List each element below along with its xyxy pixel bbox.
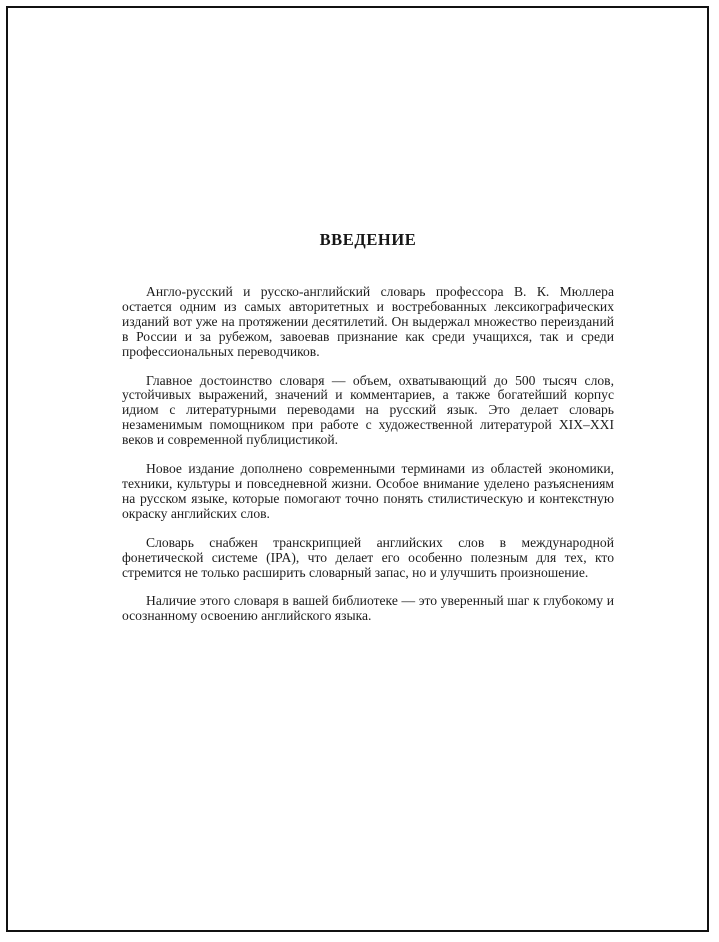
- page-title: ВВЕДЕНИЕ: [319, 230, 417, 249]
- paragraph: Наличие этого словаря в вашей библиотеке — это уверенный шаг к глубокому и осознанному освоению английского языка.: [122, 593, 614, 624]
- paragraph: Англо-русский и русско-английский словарь профессора В. К. Мюллера остается одним из самых авторитетных и востребованных лексикографических изданий вот уже на протяжении десятилетий. Он выдержал множество переизданий в России и за рубежом, завоевав признание как среди учащихся, так и среди профессиональных переводчиков.: [122, 284, 614, 359]
- page-border: [6, 6, 709, 932]
- paragraph: Главное достоинство словаря — объем, охватывающий до 500 тысяч слов, устойчивых выражений, значений и комментариев, а также богатейший корпус идиом с литературными переводами на русский язык. Это делает словарь незаменимым помощником при работе с художественной литературой XIX–XXI веков и современной публицистикой.: [122, 372, 614, 448]
- page-content: [122, 230, 614, 638]
- paragraph: Словарь снабжен транскрипцией английских слов в международной фонетической системе (IPA), что делает его особенно полезным для тех, кто стремится не только расширить словарный запас, но и улучшить произношение.: [122, 534, 614, 580]
- paragraph: Новое издание дополнено современными терминами из областей экономики, техники, культуры и повседневной жизни. Особое внимание уделено разъяснениям на русском языке, которые помогают точно понять стилистическую и контекстную окраску английских слов.: [122, 461, 614, 521]
